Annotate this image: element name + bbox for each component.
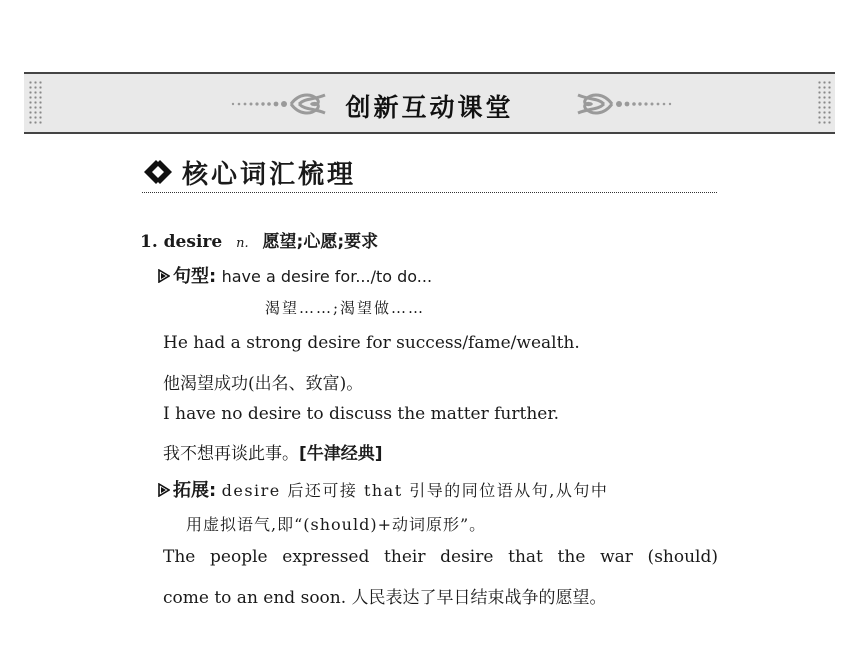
banner <box>24 72 835 134</box>
example2-source: [牛津经典] <box>299 444 383 464</box>
pattern-label: 句型: <box>173 266 217 287</box>
extend-text-line1: desire 后还可接 that 引导的同位语从句,从句中 <box>221 481 609 500</box>
triangle-bullet-icon <box>158 483 170 497</box>
pattern-text: have a desire for.../to do... <box>221 267 433 286</box>
pattern-translation: 渴望……;渴望做…… <box>265 299 426 317</box>
extend-line <box>158 476 608 502</box>
entry-meaning: 愿望;心愿;要求 <box>262 232 379 252</box>
banner-title: 创新互动课堂 <box>345 93 514 122</box>
example2-chinese-line <box>163 439 383 464</box>
example3-english-line1: The people expressed their desire that the war (should) <box>163 547 718 567</box>
triangle-bullet-icon <box>158 269 170 283</box>
entry-number: 1. <box>140 232 158 252</box>
example2-chinese: 我不想再谈此事。 <box>163 444 299 464</box>
entry-word: desire <box>163 232 223 252</box>
example3-english-line2: come to an end soon. <box>163 588 347 608</box>
section-title: 核心词汇梳理 <box>182 160 357 190</box>
example1-chinese: 他渴望成功(出名、致富)。 <box>163 374 364 394</box>
entry-headline <box>140 227 378 252</box>
extend-label: 拓展: <box>173 480 217 501</box>
entry-pos: n. <box>236 236 249 251</box>
double-chevron-icon <box>142 158 174 186</box>
pattern-line <box>158 262 432 288</box>
extend-text-line2: 用虚拟语气,即“(should)+动词原形”。 <box>186 515 487 534</box>
example2-english: I have no desire to discuss the matter further. <box>163 404 560 424</box>
flourish-right-icon <box>574 91 674 117</box>
example3-line2 <box>163 583 607 608</box>
example3-chinese: 人民表达了早日结束战争的愿望。 <box>351 588 607 608</box>
dot-pattern-right <box>817 80 831 126</box>
example1-english: He had a strong desire for success/fame/wealth. <box>163 333 580 353</box>
section-heading <box>142 152 717 193</box>
